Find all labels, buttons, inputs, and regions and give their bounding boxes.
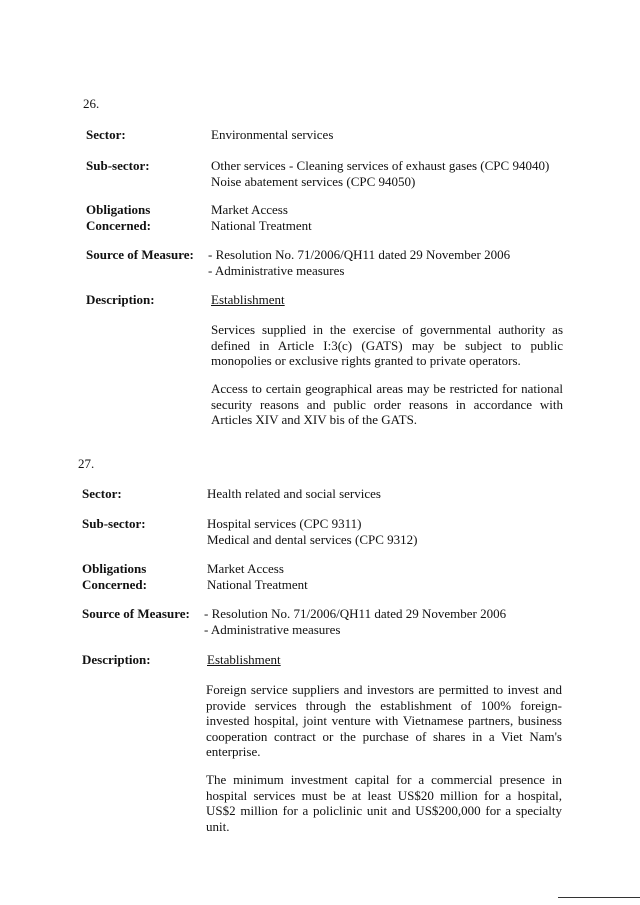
source-row [82, 606, 506, 637]
subsector-line: Noise abatement services (CPC 94050) [211, 173, 416, 189]
obligations-value [211, 202, 312, 233]
description-heading: Establishment [207, 652, 281, 667]
subsector-label: Sub-sector: [82, 516, 146, 531]
description-row [82, 652, 281, 668]
description-label: Description: [82, 652, 151, 667]
sector-value: Health related and social services [207, 486, 381, 501]
subsector-line: Medical and dental services (CPC 9312) [207, 531, 418, 547]
obligation-item: National Treatment [211, 217, 312, 233]
obligations-label-line: Obligations [82, 561, 147, 576]
subsector-value [211, 158, 549, 189]
sector-row [82, 486, 381, 502]
description-row [86, 292, 285, 308]
subsector-label: Sub-sector: [86, 158, 150, 173]
entry-number: 27. [78, 456, 95, 471]
sector-row [86, 127, 333, 143]
obligations-label-line: Concerned: [82, 576, 147, 592]
description-paragraph: Services supplied in the exercise of governmental authority as defined in Article I:3(c) (GATS) may be subject to public monopolies or exclusive rights granted to private operators. [211, 322, 563, 368]
obligation-item: Market Access [207, 561, 284, 576]
subsector-row [86, 158, 549, 189]
source-label: Source of Measure: [86, 247, 194, 262]
obligations-label [86, 202, 211, 233]
source-row [86, 247, 510, 278]
obligations-label-line: Obligations [86, 202, 151, 217]
source-value [208, 247, 510, 278]
sector-label: Sector: [86, 127, 126, 142]
subsector-value [207, 516, 417, 547]
source-line: - Administrative measures [204, 621, 341, 637]
source-line: - Resolution No. 71/2006/QH11 dated 29 November 2006 [204, 606, 507, 621]
subsector-line: Other services - Cleaning services of exhaust gases (CPC 94040) [211, 158, 550, 173]
description-label: Description: [86, 292, 155, 307]
obligation-item: Market Access [211, 202, 288, 217]
source-line: - Resolution No. 71/2006/QH11 dated 29 November 2006 [208, 247, 511, 262]
description-paragraph: Access to certain geographical areas may be restricted for national security reasons and public order reasons in accordance with Articles XIV and XIV bis of the GATS. [211, 381, 563, 427]
obligations-row [86, 202, 312, 233]
description-heading: Establishment [211, 292, 285, 307]
footer-rule [558, 897, 640, 898]
source-label: Source of Measure: [82, 606, 190, 621]
subsector-row [82, 516, 417, 547]
source-line: - Administrative measures [208, 262, 345, 278]
subsector-line: Hospital services (CPC 9311) [207, 516, 362, 531]
obligation-item: National Treatment [207, 576, 308, 592]
description-paragraph: Foreign service suppliers and investors are permitted to invest and provide services through the establishment of 100% foreign-invested hospital, joint venture with Vietnamese partners, business cooperation contract or the purchase of shares in a Viet Nam's enterprise. [206, 682, 562, 759]
obligations-label-line: Concerned: [86, 217, 151, 233]
sector-value: Environmental services [211, 127, 334, 142]
obligations-label [82, 561, 207, 592]
obligations-value [207, 561, 308, 592]
obligations-row [82, 561, 308, 592]
description-paragraph: The minimum investment capital for a commercial presence in hospital services must be at least US$20 million for a hospital, US$2 million for a policlinic unit and US$200,000 for a specialty unit. [206, 772, 562, 834]
entry-number: 26. [83, 96, 100, 111]
sector-label: Sector: [82, 486, 122, 501]
source-value [204, 606, 506, 637]
